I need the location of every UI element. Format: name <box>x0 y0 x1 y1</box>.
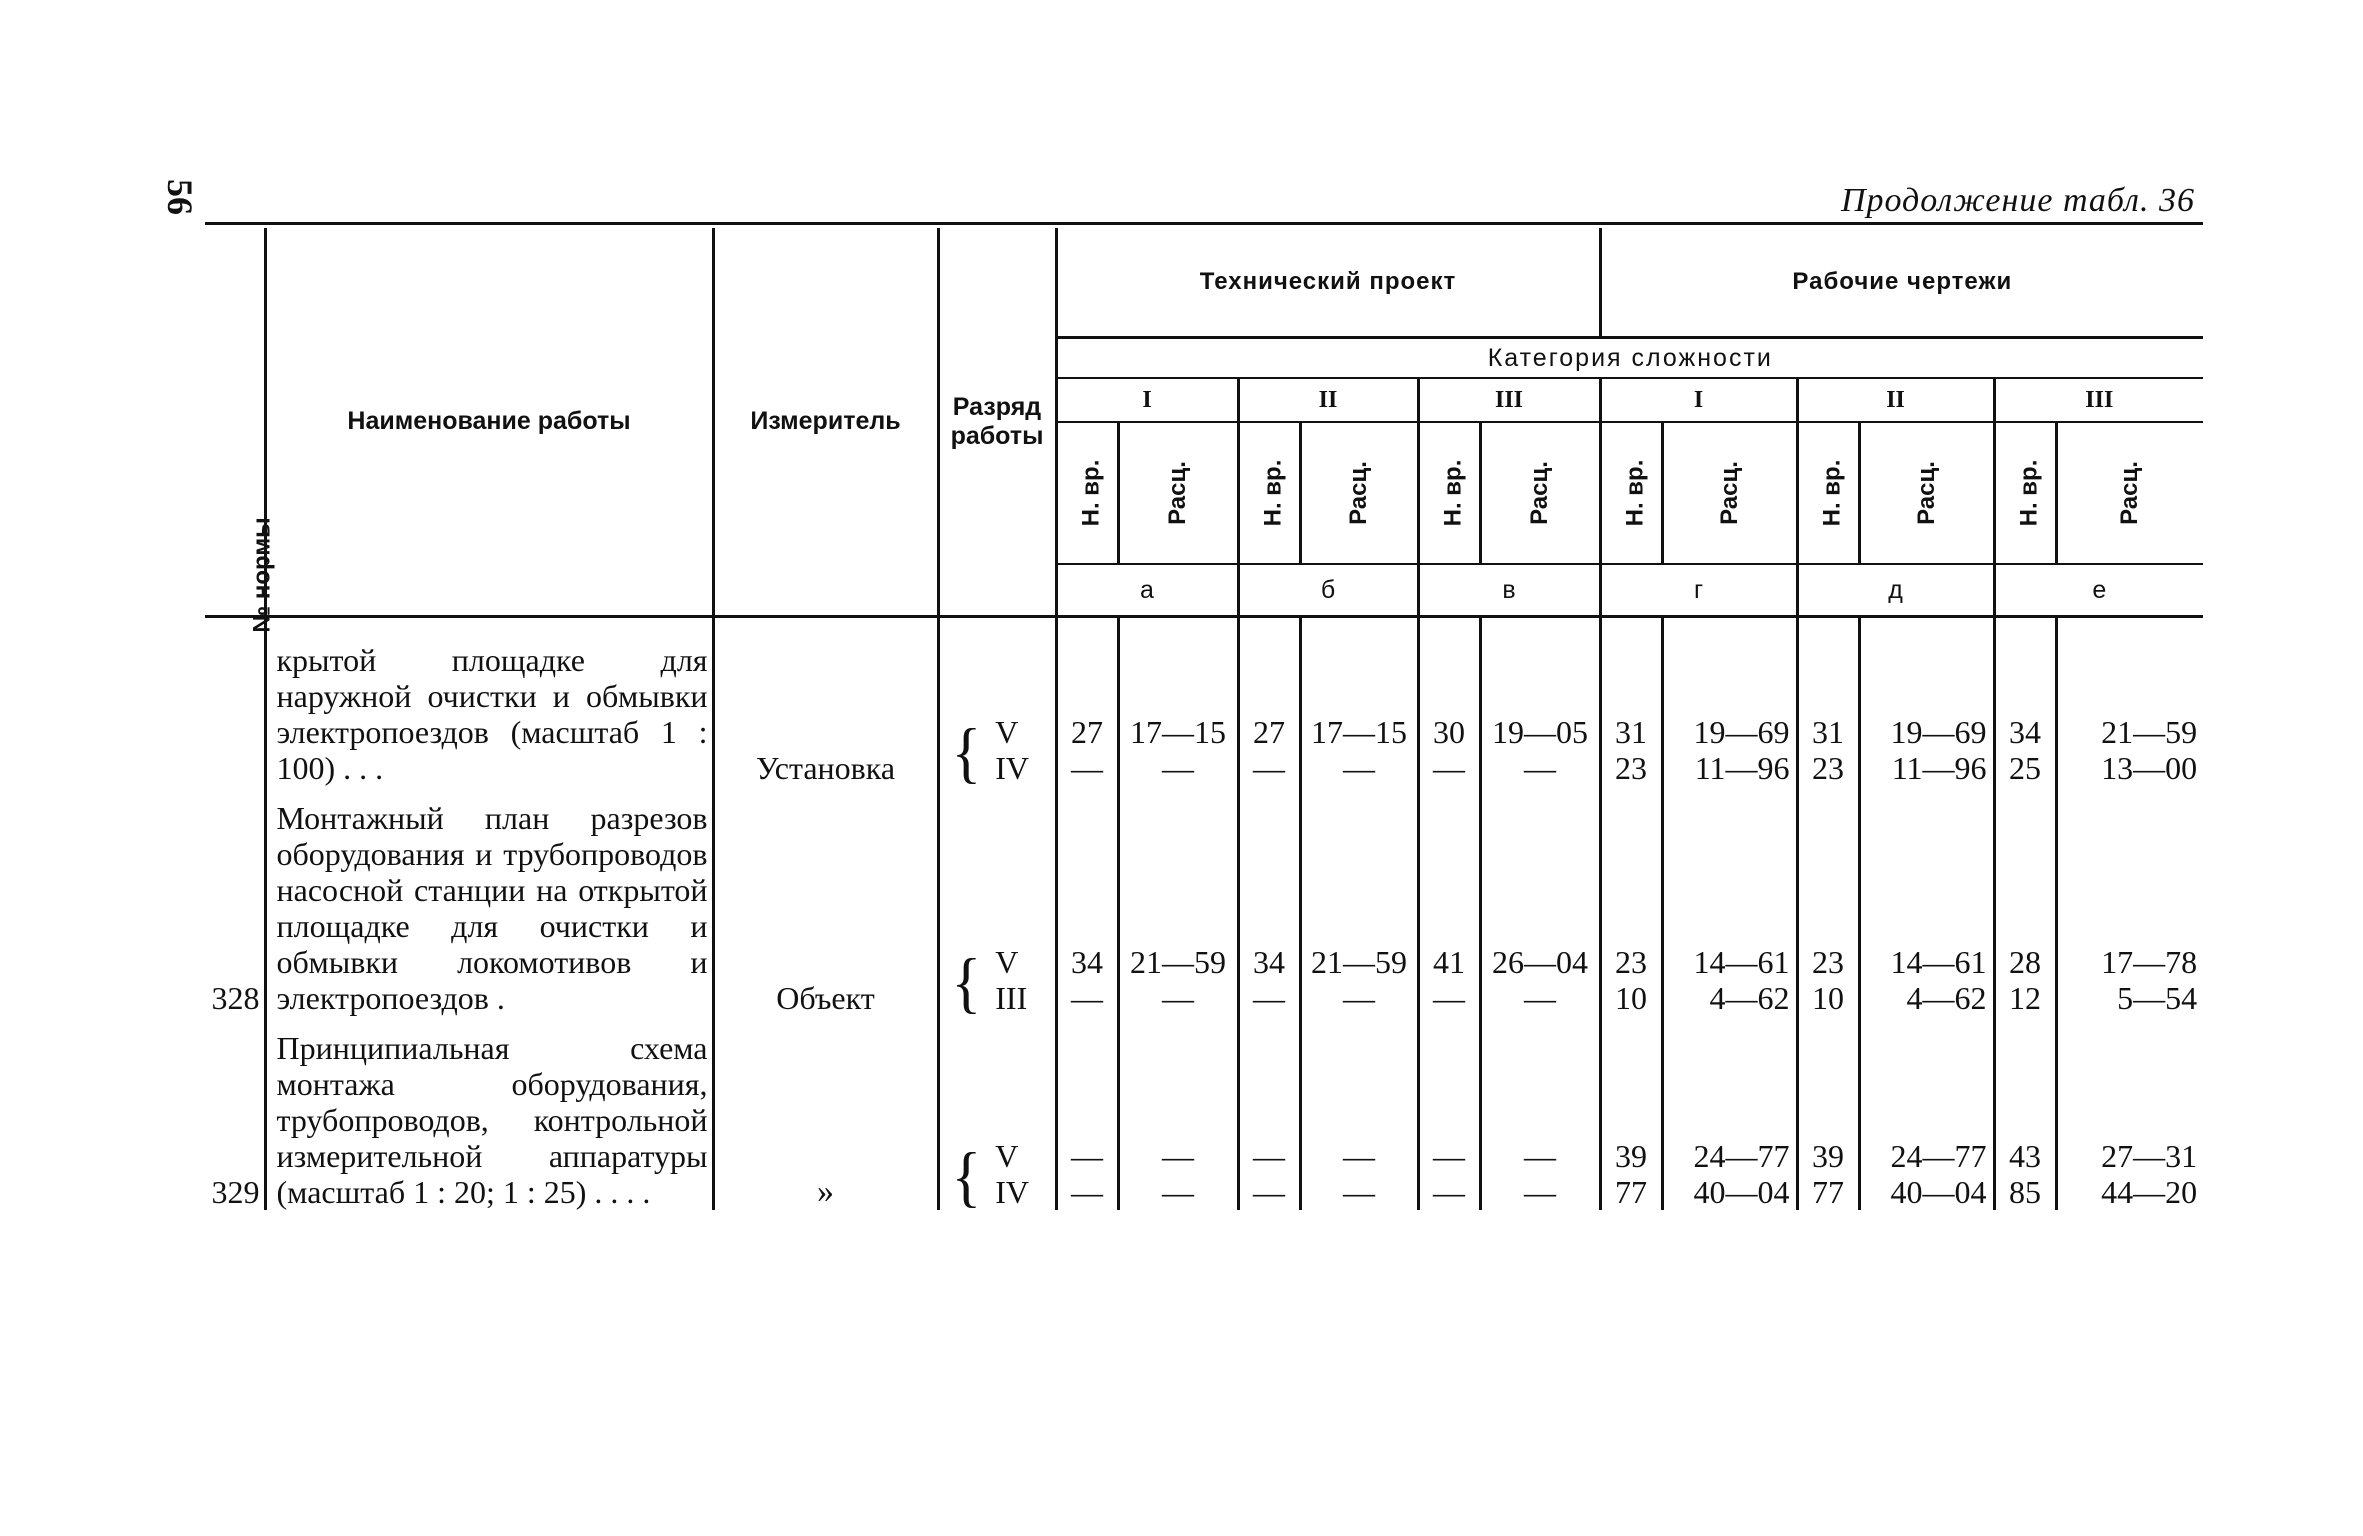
rate-value <box>1480 618 1600 786</box>
time-line: 28 <box>2009 944 2042 980</box>
rate-line: — <box>1343 750 1375 786</box>
time-line: — <box>1433 1138 1465 1174</box>
rate-line: — <box>1524 980 1557 1016</box>
time-line: 25 <box>2009 750 2042 786</box>
header-norm-time: Н. вр. <box>1600 422 1662 564</box>
grade-brace: { <box>951 945 982 1021</box>
header-complexity: Категория сложности <box>1056 338 2203 379</box>
norm-time-value <box>1994 1016 2056 1210</box>
time-line: — <box>1071 1174 1103 1210</box>
table-row <box>205 618 2203 786</box>
rate-line: 19—05 <box>1492 714 1589 750</box>
rate-line: 21—59 <box>1130 944 1226 980</box>
header-category: I <box>1600 378 1797 422</box>
rate-line: 4—62 <box>1906 980 1987 1016</box>
norm-time-value <box>1600 1016 1662 1210</box>
norms-table <box>205 228 2203 1215</box>
norm-time-value <box>1600 786 1662 1016</box>
rate-value <box>1480 1016 1600 1210</box>
grade-values <box>981 714 1029 786</box>
time-line: — <box>1071 1138 1103 1174</box>
header-work-name: Наименование работы <box>265 228 713 617</box>
table-header <box>205 228 2203 633</box>
norm-number <box>205 618 265 786</box>
rate-line: 21—59 <box>2101 714 2198 750</box>
grade-value: V <box>995 1138 1019 1174</box>
work-name: Принципиальная схема монтажа оборудования, трубопроводов, контрольной измерительной аппаратуры (масштаб 1 : 20; 1 : 25) . . . . <box>265 1016 713 1210</box>
header-grade-line2: работы <box>950 421 1044 450</box>
norm-time-value <box>1056 618 1118 786</box>
header-rate: Расц. <box>2056 422 2203 564</box>
header-letter: д <box>1797 564 1994 617</box>
rate-line: — <box>1343 1174 1375 1210</box>
time-line: 31 <box>1615 714 1648 750</box>
rate-line: 24—77 <box>1890 1138 1987 1174</box>
time-line: 39 <box>1615 1138 1648 1174</box>
time-line: 41 <box>1433 944 1465 980</box>
header-norm-time: Н. вр. <box>1797 422 1859 564</box>
rate-line: 21—59 <box>1311 944 1407 980</box>
rate-value <box>1662 786 1797 1016</box>
header-rate: Расц. <box>1480 422 1600 564</box>
header-unit: Измеритель <box>713 228 938 617</box>
header-norm-number: № нормы <box>205 228 265 617</box>
rate-line: 44—20 <box>2101 1174 2198 1210</box>
unit-of-measure: » <box>713 1016 938 1210</box>
table-body <box>205 618 2203 1215</box>
norm-number: 329 <box>205 1016 265 1210</box>
norm-time-value <box>1418 1016 1480 1210</box>
rate-value <box>1859 786 1994 1016</box>
header-grade-line1: Разряд <box>952 392 1042 421</box>
header-letter: а <box>1056 564 1238 617</box>
norm-time-value <box>1994 786 2056 1016</box>
grade-values <box>981 1138 1029 1210</box>
time-line: 43 <box>2009 1138 2042 1174</box>
work-name: Монтажный план разрезов оборудования и трубопроводов насосной станции на открытой площадке для очистки и обмывки локомотивов и электропоездов . <box>265 786 713 1016</box>
time-line: 34 <box>1253 944 1285 980</box>
rate-value <box>1118 786 1238 1016</box>
rate-line: 27—31 <box>2101 1138 2198 1174</box>
time-line: 31 <box>1812 714 1845 750</box>
rate-line: — <box>1162 1138 1194 1174</box>
grade-value: V <box>995 944 1019 980</box>
rate-value <box>2056 1016 2203 1210</box>
page-number: 56 <box>160 179 200 215</box>
grade-value: IV <box>995 1174 1030 1210</box>
time-line: — <box>1433 750 1465 786</box>
norm-time-value <box>1418 618 1480 786</box>
time-line: 27 <box>1071 714 1103 750</box>
rate-value <box>1480 786 1600 1016</box>
work-grade <box>938 786 1056 1021</box>
header-category: II <box>1238 378 1418 422</box>
work-grade <box>938 618 1056 791</box>
rate-value <box>1859 618 1994 786</box>
time-line: 77 <box>1812 1174 1845 1210</box>
time-line: 34 <box>2009 714 2042 750</box>
time-line: — <box>1253 1174 1285 1210</box>
time-line: — <box>1071 980 1103 1016</box>
continuation-caption: Продолжение табл. 36 <box>1840 182 2195 219</box>
norm-time-value <box>1056 786 1118 1016</box>
time-line: 10 <box>1615 980 1648 1016</box>
rate-line: 17—78 <box>2101 944 2198 980</box>
norm-time-value <box>1418 786 1480 1016</box>
rate-line: 11—96 <box>1891 750 1987 786</box>
time-line: 77 <box>1615 1174 1648 1210</box>
norm-time-value <box>1238 1016 1300 1210</box>
rate-value <box>2056 618 2203 786</box>
norm-number: 328 <box>205 786 265 1016</box>
header-letter: г <box>1600 564 1797 617</box>
time-line: 39 <box>1812 1138 1845 1174</box>
rate-line: 17—15 <box>1311 714 1407 750</box>
time-line: — <box>1253 980 1285 1016</box>
norm-time-value <box>1238 618 1300 786</box>
rate-line: — <box>1524 1138 1557 1174</box>
header-letter: б <box>1238 564 1418 617</box>
time-line: 12 <box>2009 980 2042 1016</box>
rate-line: 11—96 <box>1694 750 1790 786</box>
norm-time-value <box>1797 786 1859 1016</box>
time-line: 23 <box>1812 750 1845 786</box>
time-line: 27 <box>1253 714 1285 750</box>
rate-line: 24—77 <box>1693 1138 1790 1174</box>
grade-value: III <box>995 980 1028 1016</box>
rate-value <box>1118 618 1238 786</box>
rate-value <box>1300 786 1418 1016</box>
header-category: II <box>1797 378 1994 422</box>
table-row <box>205 786 2203 1016</box>
rate-value <box>1118 1016 1238 1210</box>
header-category: I <box>1056 378 1238 422</box>
time-line: 30 <box>1433 714 1465 750</box>
time-line: — <box>1253 1138 1285 1174</box>
unit-of-measure: Объект <box>713 786 938 1016</box>
unit-of-measure: Установка <box>713 618 938 786</box>
norm-time-value <box>1238 786 1300 1016</box>
time-line: 85 <box>2009 1174 2042 1210</box>
header-letter: е <box>2092 575 2107 604</box>
norm-time-value <box>1994 618 2056 786</box>
work-grade <box>938 1016 1056 1215</box>
header-working-drawings: Рабочие чертежи <box>1792 268 2013 295</box>
time-line: — <box>1433 980 1465 1016</box>
header-letter: в <box>1418 564 1600 617</box>
time-line: — <box>1071 750 1103 786</box>
work-name: крытой площадке для наружной очистки и обмывки электропоездов (масштаб 1 : 100) . . . <box>265 618 713 786</box>
grade-values <box>981 944 1027 1016</box>
header-norm-time: Н. вр. <box>1994 422 2056 564</box>
rate-line: — <box>1162 1174 1194 1210</box>
header-tech-project: Технический проект <box>1056 228 1600 338</box>
rate-line: — <box>1524 750 1557 786</box>
header-norm-time: Н. вр. <box>1056 422 1118 564</box>
grade-value: IV <box>995 750 1030 786</box>
header-norm-time: Н. вр. <box>1418 422 1480 564</box>
grade-brace: { <box>951 715 982 791</box>
rate-value <box>1662 1016 1797 1210</box>
time-line: 23 <box>1812 944 1845 980</box>
rate-line: — <box>1162 750 1194 786</box>
rate-line: 40—04 <box>1693 1174 1790 1210</box>
header-category: III <box>1418 378 1600 422</box>
norm-time-value <box>1797 1016 1859 1210</box>
header-rate: Расц. <box>1118 422 1238 564</box>
rate-line: 14—61 <box>1890 944 1987 980</box>
grade-value: V <box>995 714 1019 750</box>
time-line: 10 <box>1812 980 1845 1016</box>
rate-value <box>1859 1016 1994 1210</box>
rate-line: 19—69 <box>1693 714 1790 750</box>
header-rate: Расц. <box>1859 422 1994 564</box>
header-rate: Расц. <box>1300 422 1418 564</box>
rate-value <box>1662 618 1797 786</box>
rate-line: — <box>1343 1138 1375 1174</box>
table-row <box>205 1016 2203 1210</box>
rate-line: 17—15 <box>1130 714 1226 750</box>
norm-time-value <box>1797 618 1859 786</box>
rate-line: 26—04 <box>1492 944 1589 980</box>
top-rule <box>205 222 2203 225</box>
rate-line: 40—04 <box>1890 1174 1987 1210</box>
header-norm-time: Н. вр. <box>1238 422 1300 564</box>
header-category: III <box>1994 378 2203 422</box>
time-line: 23 <box>1615 750 1648 786</box>
time-line: — <box>1433 1174 1465 1210</box>
rate-value <box>1300 1016 1418 1210</box>
rate-line: — <box>1524 1174 1557 1210</box>
rate-line: 19—69 <box>1890 714 1987 750</box>
time-line: 23 <box>1615 944 1648 980</box>
header-rate: Расц. <box>1662 422 1797 564</box>
norm-time-value <box>1600 618 1662 786</box>
rate-line: 4—62 <box>1709 980 1790 1016</box>
time-line: 34 <box>1071 944 1103 980</box>
rate-line: — <box>1343 980 1375 1016</box>
rate-line: 5—54 <box>2117 980 2198 1016</box>
grade-brace: { <box>951 1139 982 1215</box>
rate-line: 13—00 <box>2101 750 2198 786</box>
rate-line: 14—61 <box>1693 944 1790 980</box>
rate-value <box>2056 786 2203 1016</box>
header-grade <box>938 228 1056 617</box>
rate-line: — <box>1162 980 1194 1016</box>
norm-time-value <box>1056 1016 1118 1210</box>
rate-value <box>1300 618 1418 786</box>
time-line: — <box>1253 750 1285 786</box>
